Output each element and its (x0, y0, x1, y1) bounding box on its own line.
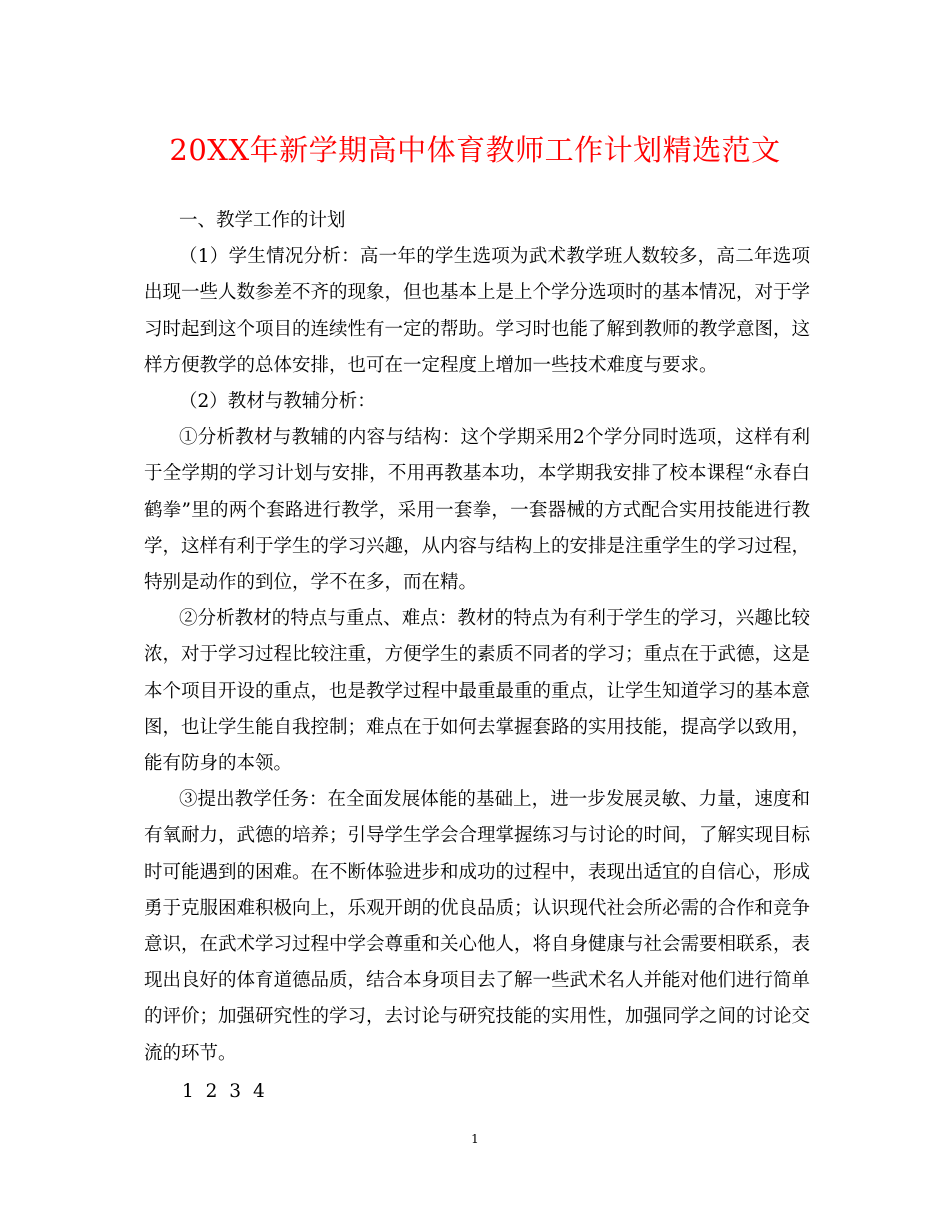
paragraph-teaching-tasks: ③提出教学任务：在全面发展体能的基础上，进一步发展灵敏、力量，速度和有氧耐力，武德的培养；引导学生学会合理掌握练习与讨论的时间，了解实现目标时可能遇到的困难。在不断体验进步和成功的过程中，表现出适宜的自信心，形成勇于克服困难积极向上，乐观开朗的优良品质；认识现代社会所必需的合作和竞争意识，在武术学习过程中学会尊重和关心他人，将自身健康与社会需要相联系，表现出良好的体育道德品质，结合本身项目去了解一些武术名人并能对他们进行简单的评价；加强研究性的学习，去讨论与研究技能的实用性，加强同学之间的讨论交流的环节。 (144, 789, 811, 1064)
page-links[interactable]: 1 2 3 4 (182, 1080, 265, 1102)
document-title: 20XX年新学期高中体育教师工作计划精选范文 (169, 133, 781, 167)
subheading-materials: （2）教材与教辅分析： (179, 391, 376, 413)
document-body (144, 203, 810, 1110)
section-heading: 一、教学工作的计划 (179, 210, 346, 231)
paragraph-key-points: ②分析教材的特点与重点、难点：教材的特点为有利于学生的学习，兴趣比较浓，对于学习过程比较注重，方便学生的素质不同者的学习；重点在于武德，这是本个项目开设的重点，也是教学过程中最重最重的重点，让学生知道学习的基本意图，也让学生能自我控制；难点在于如何去掌握套路的实用技能，提高学以致用，能有防身的本领。 (144, 608, 811, 775)
paragraph-student-analysis: （1）学生情况分析：高一年的学生选项为武术教学班人数较多，高二年选项出现一些人数参差不齐的现象，但也基本上是上个学分选项时的基本情况，对于学习时起到这个项目的连续性有一定的帮助。学习时也能了解到教师的教学意图，这样方便教学的总体安排，也可在一定程度上增加一些技术难度与要求。 (144, 246, 811, 376)
paragraph-content-structure: ①分析教材与教辅的内容与结构：这个学期采用2个学分同时选项，这样有利于全学期的学习计划与安排，不用再教基本功，本学期我安排了校本课程“永春白鹤拳”里的两个套路进行教学，采用一套拳，一套器械的方式配合实用技能进行教学，这样有利于学生的学习兴趣，从内容与结构上的安排是注重学生的学习过程，特别是动作的到位，学不在多，而在精。 (144, 427, 811, 594)
page-number: 1 (471, 1132, 479, 1146)
